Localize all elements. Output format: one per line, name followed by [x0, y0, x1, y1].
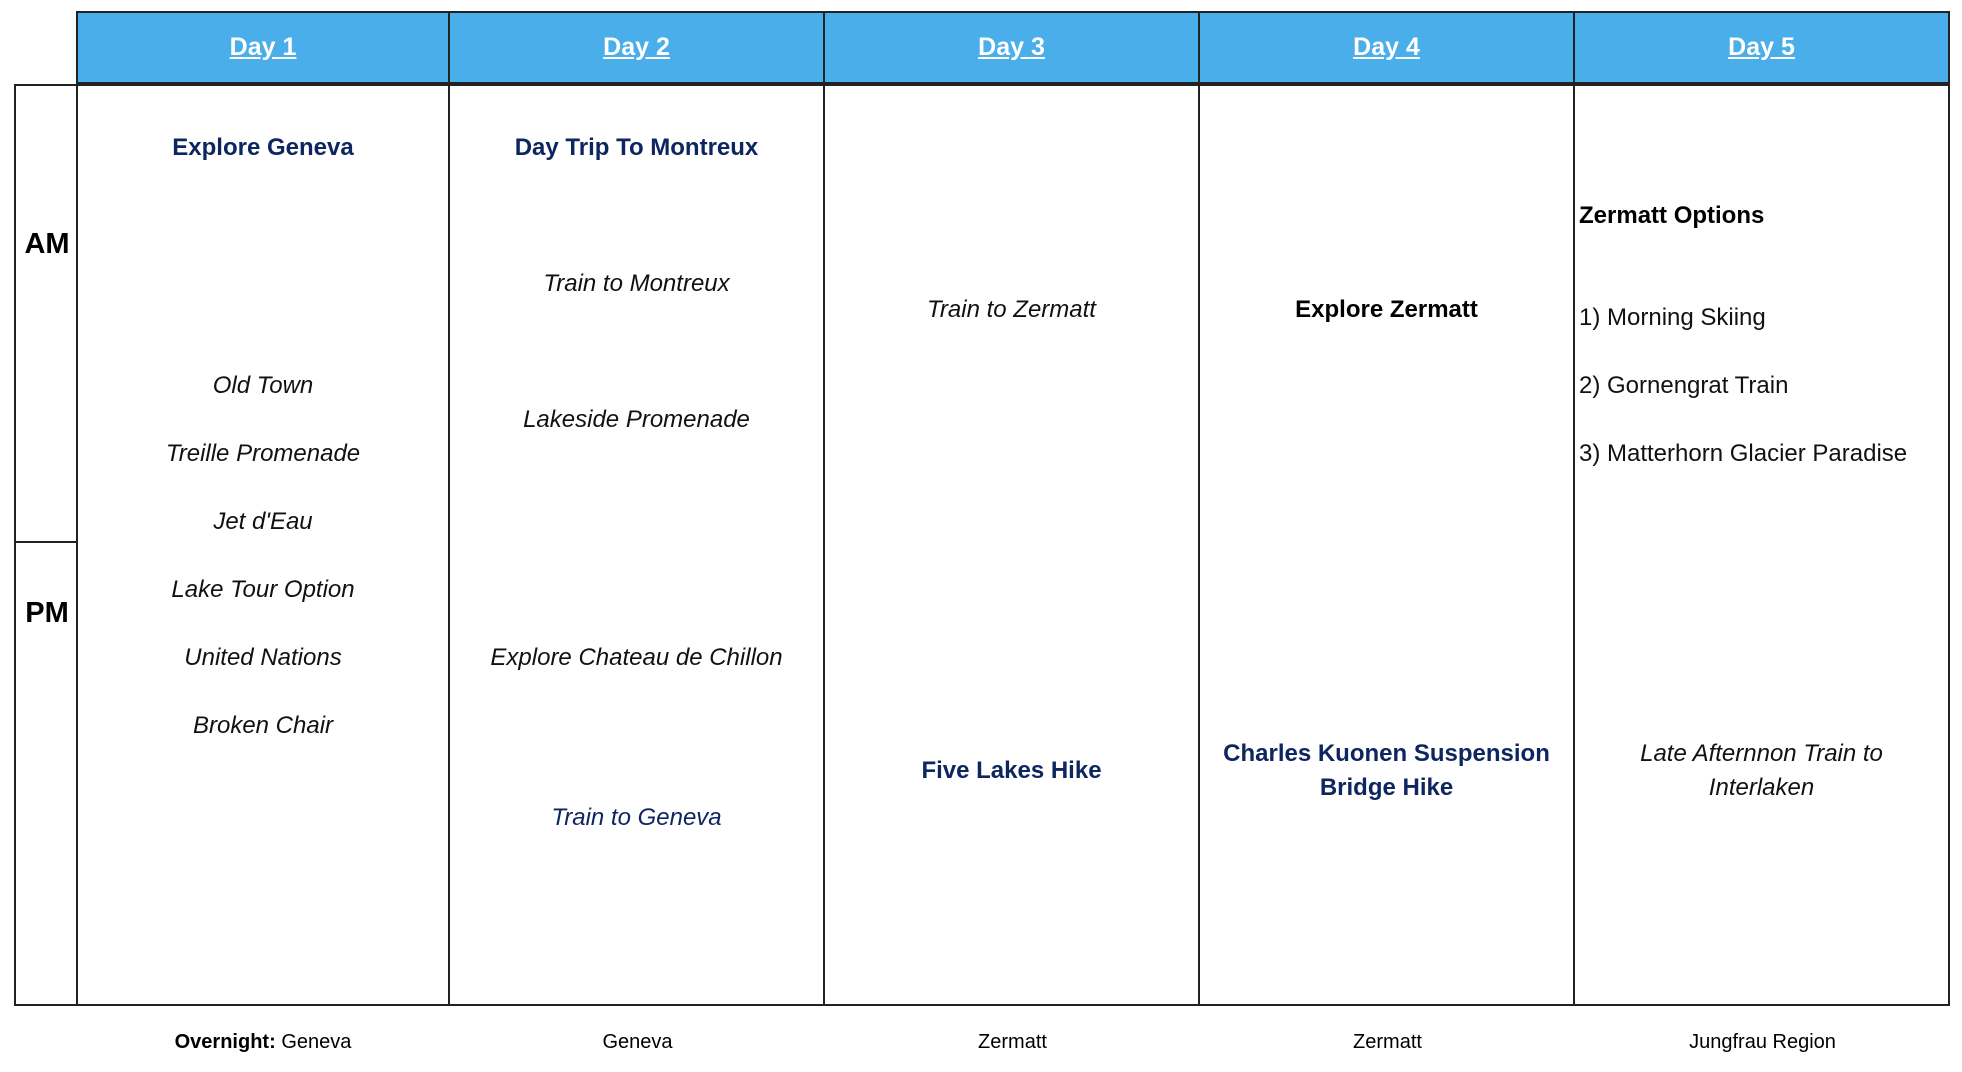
day-2-train-to-montreux: Train to Montreux: [543, 270, 730, 297]
day-5-late-train-line-1: Late Afternnon Train to: [1640, 740, 1883, 767]
day-1-link[interactable]: Day 1: [229, 33, 297, 61]
overnight-location: Geneva: [602, 1031, 673, 1053]
day-2-chateau-de-chillon: Explore Chateau de Chillon: [490, 644, 783, 671]
overnight-day-5: [1575, 1028, 1950, 1056]
day-1-title: Explore Geneva: [172, 134, 354, 161]
day-1-item: Old Town: [212, 372, 314, 399]
day-2-link[interactable]: Day 2: [603, 33, 670, 61]
day-2-lakeside-promenade: Lakeside Promenade: [523, 406, 750, 433]
overnight-location: Geneva: [281, 1031, 352, 1053]
pm-label: PM: [25, 597, 69, 629]
day-5-option: 3) Matterhorn Glacier Paradise: [1579, 440, 1908, 467]
overnight-day-2: [450, 1028, 825, 1056]
am-label: AM: [24, 228, 70, 260]
day-3-five-lakes-hike: Five Lakes Hike: [921, 757, 1102, 784]
day-4-header: [1200, 11, 1575, 84]
day-2-title: Day Trip To Montreux: [514, 134, 759, 161]
day-4-link[interactable]: Day 4: [1353, 33, 1420, 61]
overnight-day-3: [825, 1028, 1200, 1056]
day-5-header: [1575, 11, 1950, 84]
day-3-header: [825, 11, 1200, 84]
day-5-title: Zermatt Options: [1579, 202, 1765, 229]
day-1-item: Broken Chair: [192, 712, 334, 739]
day-4-hike-line-1: Charles Kuonen Suspension: [1223, 740, 1550, 767]
day-3-train-to-zermatt: Train to Zermatt: [927, 296, 1096, 323]
day-5-late-train-line-2: Interlaken: [1708, 774, 1815, 801]
day-4-hike-line-2: Bridge Hike: [1319, 774, 1454, 801]
day-5-link[interactable]: Day 5: [1728, 33, 1795, 61]
overnight-day-1: [76, 1028, 450, 1056]
overnight-location: Zermatt: [978, 1031, 1047, 1053]
day-header-row: [76, 11, 1950, 84]
am-pm-divider: [16, 541, 78, 543]
overnight-location: Jungfrau Region: [1689, 1031, 1836, 1053]
overnight-label: Overnight:: [174, 1031, 276, 1053]
day-1-item: Lake Tour Option: [171, 576, 355, 603]
day-1-item: Jet d'Eau: [213, 508, 313, 535]
day-1-item: Treille Promenade: [165, 440, 361, 467]
day-3-link[interactable]: Day 3: [978, 33, 1045, 61]
day-1-header: [76, 11, 450, 84]
overnight-day-4: [1200, 1028, 1575, 1056]
day-5-column: [1575, 84, 1950, 1006]
day-4-title: Explore Zermatt: [1295, 296, 1478, 323]
day-2-train-to-geneva: Train to Geneva: [551, 804, 722, 831]
day-3-column: [825, 84, 1200, 1006]
day-5-option: 1) Morning Skiing: [1579, 304, 1766, 331]
day-1-column: [76, 84, 450, 1006]
day-5-option: 2) Gornengrat Train: [1579, 372, 1789, 399]
overnight-location: Zermatt: [1353, 1031, 1422, 1053]
overnight-row: [76, 1028, 1950, 1056]
day-2-header: [450, 11, 825, 84]
itinerary-grid: [76, 84, 1950, 1006]
period-column: [14, 84, 78, 1006]
day-1-item: United Nations: [184, 644, 342, 671]
day-2-column: [450, 84, 825, 1006]
day-4-column: [1200, 84, 1575, 1006]
